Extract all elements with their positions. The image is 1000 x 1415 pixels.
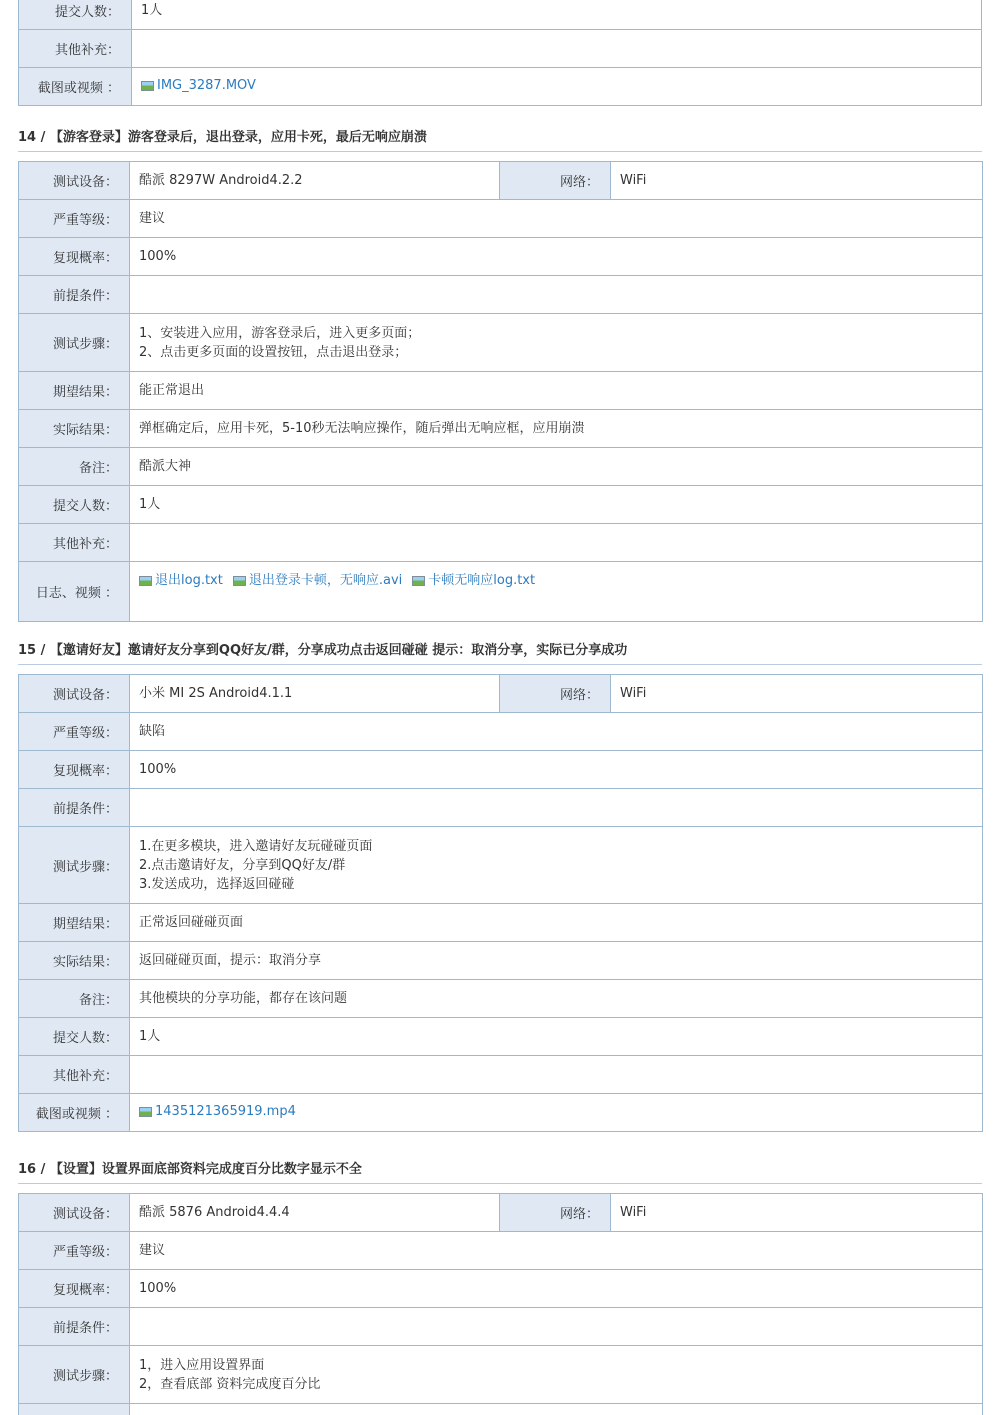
severity-value: 缺陷 — [130, 713, 983, 751]
note-value: 酷派大神 — [130, 448, 983, 486]
steps-label: 测试步骤： — [19, 1346, 130, 1404]
step-line: 2.点击邀请好友，分享到QQ好友/群 — [139, 857, 346, 873]
steps-label: 测试步骤： — [19, 314, 130, 372]
step-line: 3.发送成功，选择返回碰碰 — [139, 876, 295, 892]
issue-13-table-tail — [18, 0, 982, 106]
submitters-label: 提交人数： — [19, 0, 132, 30]
submitters-value: 1人 — [130, 1018, 983, 1056]
step-line: 1.在更多模块，进入邀请好友玩碰碰页面 — [139, 838, 373, 854]
steps-label: 测试步骤： — [19, 827, 130, 904]
device-label: 测试设备： — [19, 675, 130, 713]
issue-title: 16 / 【设置】设置界面底部资料完成度百分比数字显示不全 — [18, 1162, 362, 1177]
precondition-value — [130, 276, 983, 314]
image-file-icon — [141, 81, 154, 91]
submitters-label: 提交人数： — [19, 1018, 130, 1056]
device-value: 小米 MI 2S Android4.1.1 — [130, 675, 500, 713]
media-label: 截图或视频 ： — [19, 1094, 130, 1132]
submitters-label: 提交人数： — [19, 486, 130, 524]
note-value: 其他模块的分享功能，都存在该问题 — [130, 980, 983, 1018]
severity-label: 严重等级： — [19, 713, 130, 751]
note-label: 备注： — [19, 448, 130, 486]
other-label: 其他补充： — [19, 524, 130, 562]
precondition-label: 前提条件： — [19, 789, 130, 827]
expected-label — [19, 1404, 130, 1415]
repro-value: 100% — [130, 238, 983, 276]
network-label: 网络： — [500, 1194, 611, 1232]
other-value — [132, 30, 982, 68]
repro-label: 复现概率： — [19, 238, 130, 276]
file-link[interactable]: 1435121365919.mp4 — [139, 1102, 296, 1121]
precondition-value — [130, 789, 983, 827]
attachment-files — [130, 562, 983, 622]
steps-value — [130, 314, 983, 372]
network-value: WiFi — [611, 162, 983, 200]
network-label: 网络： — [500, 675, 611, 713]
section-divider — [18, 1183, 982, 1184]
step-line: 1，进入应用设置界面 — [139, 1357, 265, 1373]
severity-label: 严重等级： — [19, 1232, 130, 1270]
expected-label: 期望结果： — [19, 904, 130, 942]
other-value — [130, 524, 983, 562]
image-file-icon — [412, 576, 425, 586]
precondition-label: 前提条件： — [19, 276, 130, 314]
severity-value: 建议 — [130, 200, 983, 238]
image-file-icon — [139, 1107, 152, 1117]
expected-value — [130, 1404, 983, 1415]
other-label: 其他补充： — [19, 30, 132, 68]
step-line: 2、点击更多页面的设置按钮，点击退出登录； — [139, 344, 408, 360]
expected-value: 能正常退出 — [130, 372, 983, 410]
issue-title: 15 / 【邀请好友】邀请好友分享到QQ好友/群，分享成功点击返回碰碰 提示：取消分享，实际已分享成功 — [18, 643, 628, 658]
issue-title: 14 / 【游客登录】游客登录后，退出登录，应用卡死，最后无响应崩溃 — [18, 130, 427, 145]
device-value: 酷派 5876 Android4.4.4 — [130, 1194, 500, 1232]
submitters-value: 1人 — [132, 0, 982, 30]
section-divider — [18, 664, 982, 665]
network-label: 网络： — [500, 162, 611, 200]
severity-value: 建议 — [130, 1232, 983, 1270]
media-files — [130, 1094, 983, 1132]
device-label: 测试设备： — [19, 1194, 130, 1232]
file-link[interactable]: 退出登录卡顿，无响应.avi — [233, 571, 402, 590]
expected-label: 期望结果： — [19, 372, 130, 410]
repro-label: 复现概率： — [19, 1270, 130, 1308]
file-link[interactable]: 卡顿无响应log.txt — [412, 571, 535, 590]
expected-value: 正常返回碰碰页面 — [130, 904, 983, 942]
precondition-label: 前提条件： — [19, 1308, 130, 1346]
media-label: 截图或视频 ： — [19, 68, 132, 106]
other-value — [130, 1056, 983, 1094]
issue-16-table — [18, 1193, 983, 1415]
actual-value: 弹框确定后，应用卡死，5-10秒无法响应操作，随后弹出无响应框，应用崩溃 — [130, 410, 983, 448]
severity-label: 严重等级： — [19, 200, 130, 238]
actual-label: 实际结果： — [19, 942, 130, 980]
network-value: WiFi — [611, 675, 983, 713]
repro-value: 100% — [130, 751, 983, 789]
repro-value: 100% — [130, 1270, 983, 1308]
image-file-icon — [139, 576, 152, 586]
steps-value — [130, 827, 983, 904]
image-file-icon — [233, 576, 246, 586]
file-link[interactable]: 退出log.txt — [139, 571, 223, 590]
note-label: 备注： — [19, 980, 130, 1018]
network-value: WiFi — [611, 1194, 983, 1232]
device-label: 测试设备： — [19, 162, 130, 200]
steps-value — [130, 1346, 983, 1404]
actual-value: 返回碰碰页面，提示：取消分享 — [130, 942, 983, 980]
step-line: 1、安装进入应用，游客登录后，进入更多页面； — [139, 325, 421, 341]
actual-label: 实际结果： — [19, 410, 130, 448]
submitters-value: 1人 — [130, 486, 983, 524]
issue-14-table — [18, 161, 983, 622]
repro-label: 复现概率： — [19, 751, 130, 789]
section-divider — [18, 151, 982, 152]
other-label: 其他补充： — [19, 1056, 130, 1094]
file-link[interactable]: IMG_3287.MOV — [141, 76, 256, 95]
device-value: 酷派 8297W Android4.2.2 — [130, 162, 500, 200]
precondition-value — [130, 1308, 983, 1346]
step-line: 2，查看底部 资料完成度百分比 — [139, 1376, 321, 1392]
logs-video-label: 日志、视频 ： — [19, 562, 130, 622]
issue-15-table — [18, 674, 983, 1132]
media-files — [132, 68, 982, 106]
